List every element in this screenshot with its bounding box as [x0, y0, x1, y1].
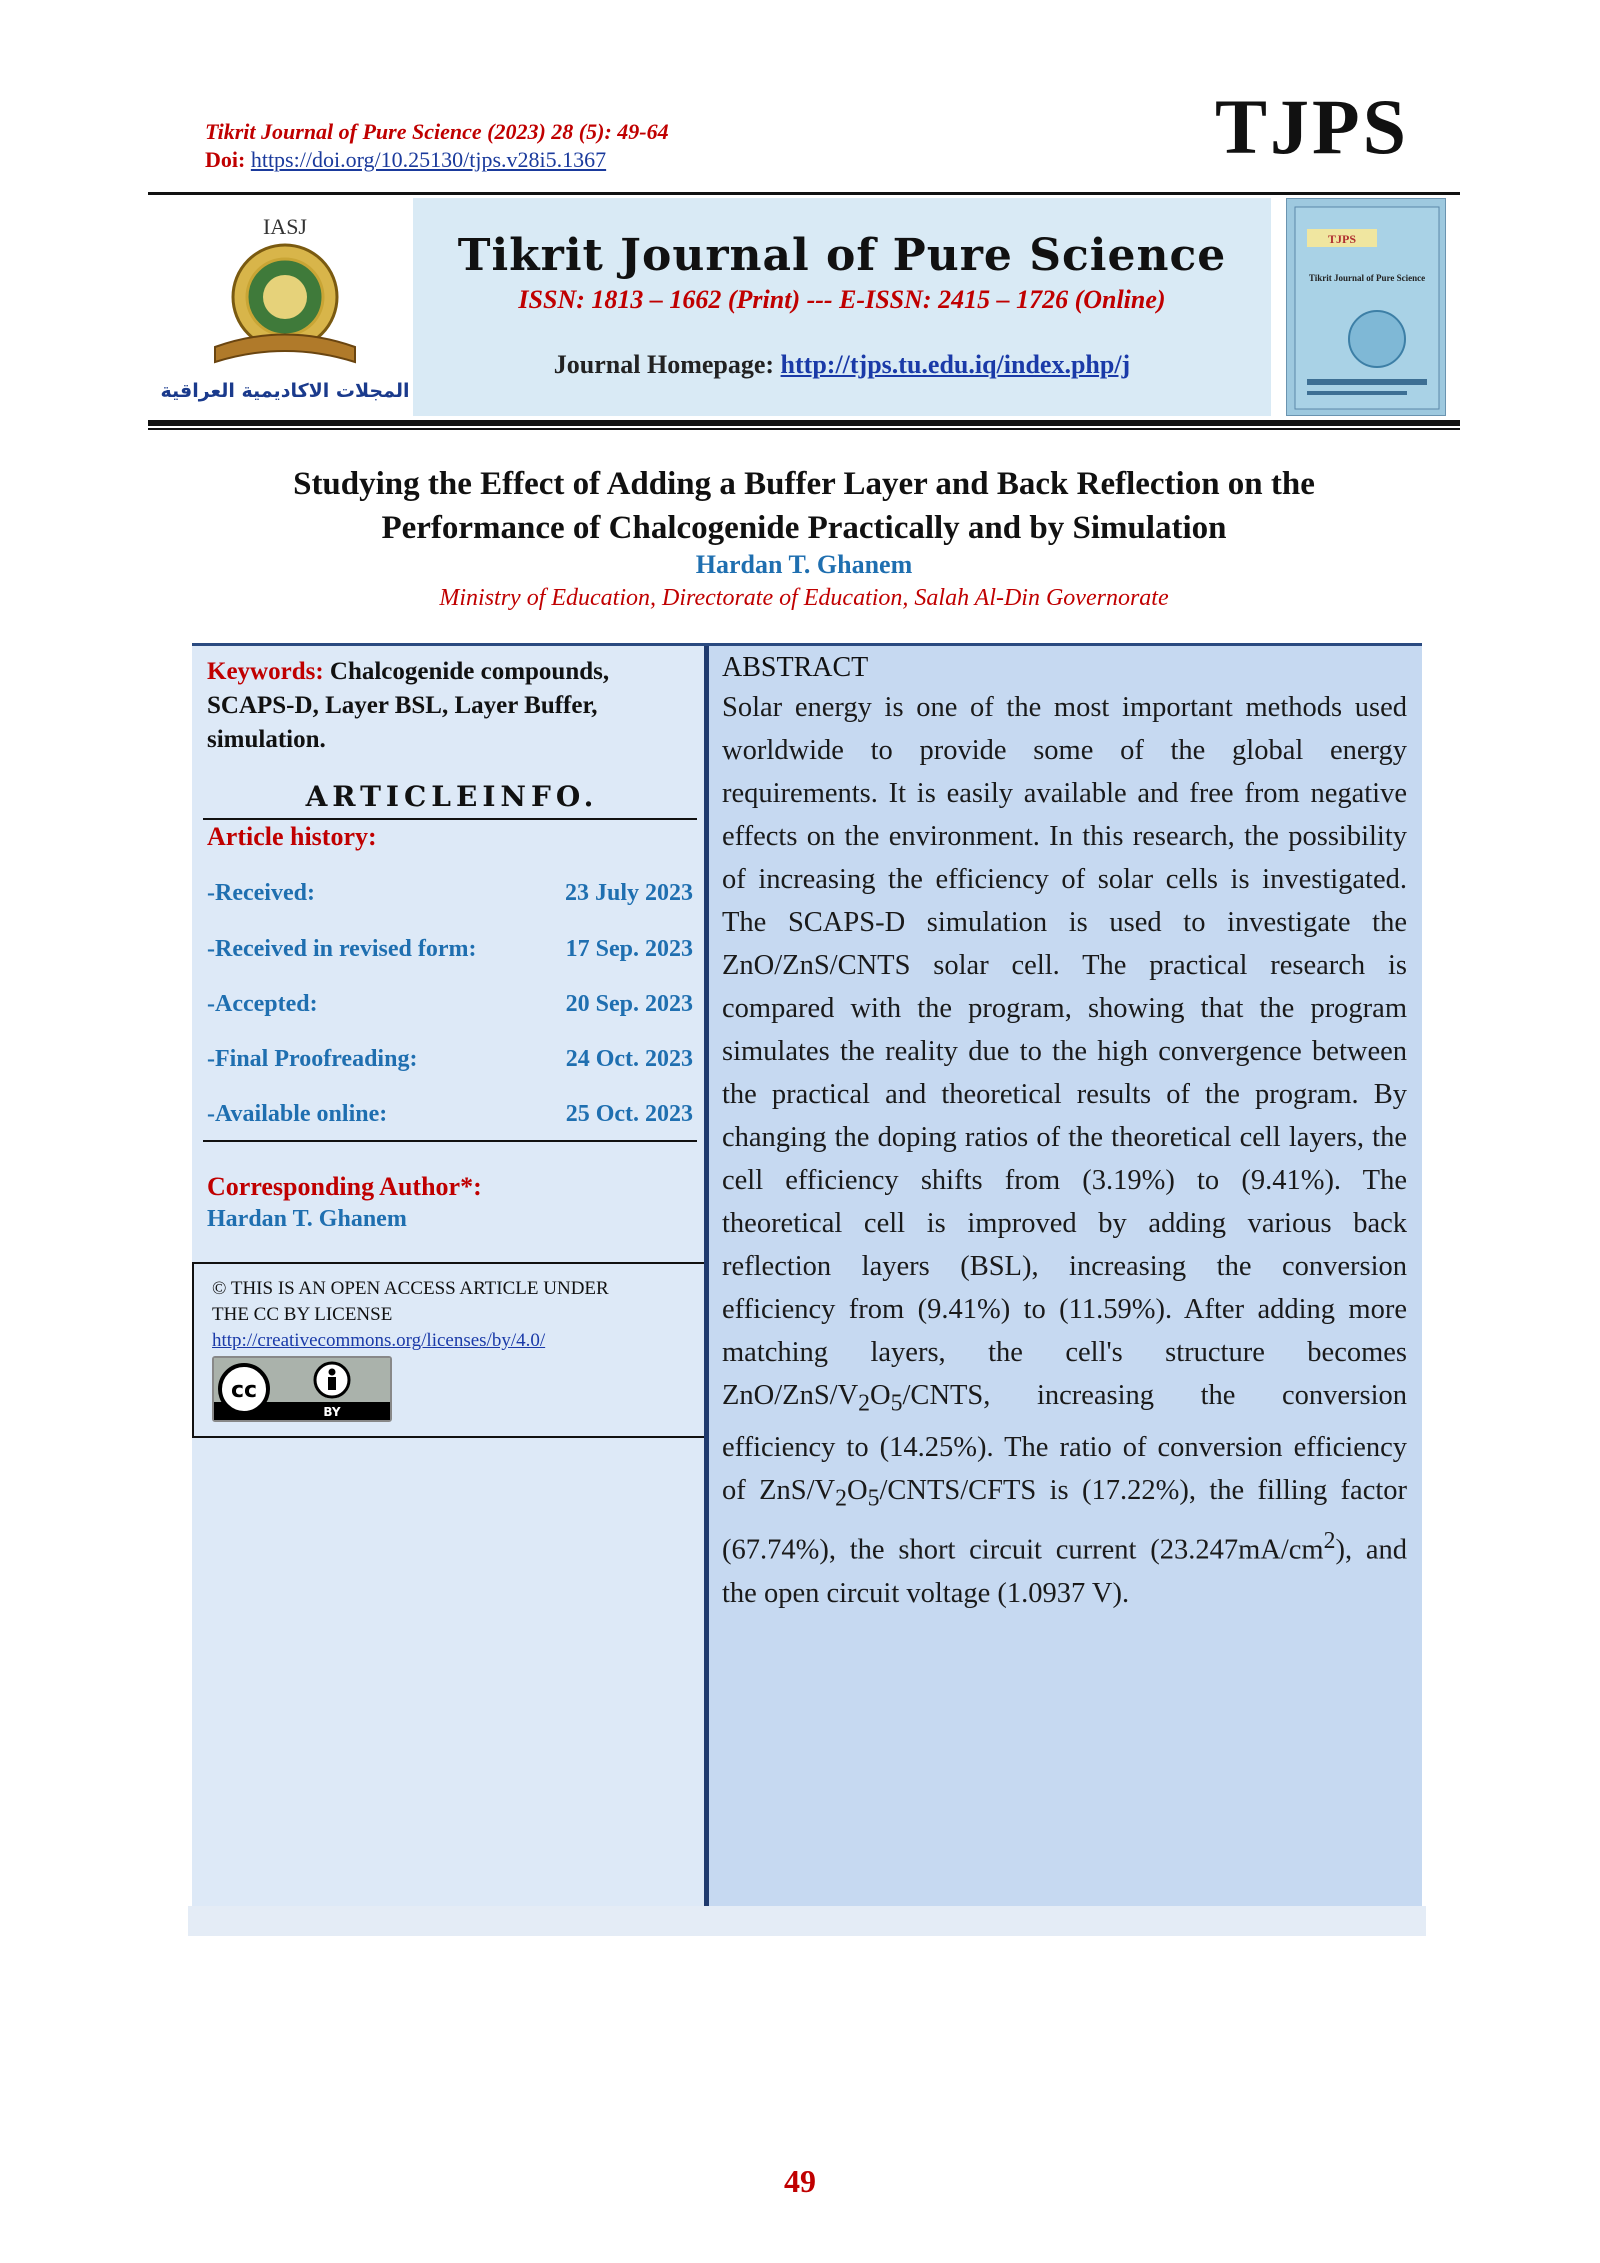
cover-title: Tikrit Journal of Pure Science — [1308, 273, 1426, 283]
history-date: 17 Sep. 2023 — [565, 936, 693, 962]
history-label: -Received in revised form: — [207, 936, 477, 962]
journal-cover-image — [1286, 198, 1446, 416]
page-number: 49 — [784, 2163, 816, 2199]
cover-label: TJPS — [1327, 232, 1357, 246]
paper-author: Hardan T. Ghanem — [695, 550, 913, 579]
history-label: -Received: — [207, 880, 315, 906]
tjps-logo: TJPS — [1215, 83, 1410, 170]
iasj-arabic: المجلات الاكاديمية العراقية — [160, 380, 410, 402]
journal-citation: Tikrit Journal of Pure Science (2023) 28 (5): 49-64 — [205, 119, 669, 144]
history-row — [207, 991, 693, 1018]
subscript: 2 — [835, 1485, 847, 1512]
history-row — [207, 936, 693, 963]
license-line2: THE CC BY LICENSE — [212, 1304, 393, 1325]
homepage-link[interactable]: http://tjps.tu.edu.iq/index.php/j — [780, 350, 1131, 379]
history-rule — [203, 1140, 697, 1142]
cc-by-label: BY — [323, 1405, 341, 1419]
history-row — [207, 1046, 693, 1073]
panel-top-rule-right — [706, 643, 1422, 646]
article-history-heading: Article history: — [207, 822, 377, 851]
panel-top-rule-left — [192, 643, 706, 646]
license-link[interactable]: http://creativecommons.org/licenses/by/4.0/ — [212, 1330, 546, 1351]
paper-title-line2: Performance of Chalcogenide Practically and by Simulation — [381, 510, 1227, 546]
doi-link[interactable]: https://doi.org/10.25130/tjps.v28i5.1367 — [250, 147, 607, 172]
superscript: 2 — [1323, 1528, 1336, 1555]
iasj-label: IASJ — [262, 214, 308, 239]
homepage-label: Journal Homepage: — [553, 350, 781, 379]
article-info-heading: ARTICLEINFO. — [305, 780, 599, 813]
subscript: 5 — [867, 1485, 880, 1512]
abstract-part: /CNTS, increasing the conversion efficiency to (14.25%). The ratio of conversion efficiency of ZnS/V — [722, 1380, 1407, 1506]
history-date: 25 Oct. 2023 — [565, 1101, 693, 1127]
abstract-part: Solar energy is one of the most important methods used worldwide to provide some of the global energy requirements. It is easily available and free from negative effects on the environment. In this research, the possibility of increasing the efficiency of solar cells is investigated. The SCAPS-D simulation is used to investigate the ZnO/ZnS/CNTS solar cell. The practical research is compared with the program, showing that the program simulates the reality due to the high convergence between the practical and theoretical results of the program. By changing the doping ratios of the theoretical cell layers, the cell efficiency shifts from (3.19%) to (9.41%). The theoretical cell is improved by adding various back reflection layers (BSL), increasing the conversion efficiency from (9.41%) to (11.59%). After adding more matching layers, the cell's structure becomes ZnO/ZnS/V — [722, 692, 1407, 1411]
article-info-rule — [203, 818, 697, 820]
keywords — [207, 655, 687, 757]
abstract-text — [722, 686, 1407, 1615]
header-rule — [148, 192, 1460, 195]
abstract-part: O — [847, 1474, 868, 1506]
subscript: 2 — [858, 1390, 871, 1417]
history-label: -Final Proofreading: — [207, 1046, 418, 1072]
cc-by-badge[interactable] — [212, 1356, 392, 1422]
corresponding-author-label: Corresponding Author*: — [207, 1172, 482, 1201]
license-text — [212, 1276, 692, 1354]
abstract-part: /CNTS/CFTS is (17.22%), the filling factor (67.74%), the short circuit current (23.247mA/cm — [722, 1474, 1408, 1566]
header-bottom-rule-thin — [148, 428, 1460, 430]
citation — [205, 118, 669, 174]
license-line1: © THIS IS AN OPEN ACCESS ARTICLE UNDER — [212, 1278, 609, 1299]
panel-bottom-band — [188, 1906, 1426, 1936]
journal-title: Tikrit Journal of Pure Science — [457, 230, 1227, 281]
doi-label: Doi: — [205, 147, 251, 172]
history-label: -Available online: — [207, 1101, 388, 1127]
paper-title — [148, 462, 1460, 550]
keywords-text: Chalcogenide compounds, SCAPS-D, Layer BSL, Layer Buffer, simulation. — [207, 658, 610, 753]
paper-title-line1: Studying the Effect of Adding a Buffer Layer and Back Reflection on the — [293, 466, 1315, 502]
history-label: -Accepted: — [207, 991, 318, 1017]
history-row — [207, 880, 693, 907]
history-date: 23 July 2023 — [564, 880, 693, 906]
paper-affiliation: Ministry of Education, Directorate of Education, Salah Al-Din Governorate — [439, 585, 1169, 611]
abstract-part: ), and the open circuit voltage (1.0937 V). — [722, 1534, 1408, 1609]
corresponding-author-name: Hardan T. Ghanem — [207, 1206, 407, 1232]
iasj-logo — [160, 212, 410, 412]
subscript: 5 — [890, 1390, 903, 1417]
panel-divider — [704, 646, 709, 1906]
abstract-heading: ABSTRACT — [722, 652, 869, 683]
history-date: 24 Oct. 2023 — [565, 1046, 693, 1072]
history-row — [207, 1101, 693, 1128]
keywords-label: Keywords: — [207, 658, 330, 685]
history-date: 20 Sep. 2023 — [565, 991, 693, 1017]
issn: ISSN: 1813 – 1662 (Print) --- E-ISSN: 2415 – 1726 (Online) — [518, 285, 1166, 314]
abstract-part: O — [870, 1380, 891, 1411]
header-bottom-rule — [148, 420, 1460, 426]
svg-text:cc: cc — [230, 1378, 258, 1403]
journal-homepage — [413, 350, 1271, 380]
